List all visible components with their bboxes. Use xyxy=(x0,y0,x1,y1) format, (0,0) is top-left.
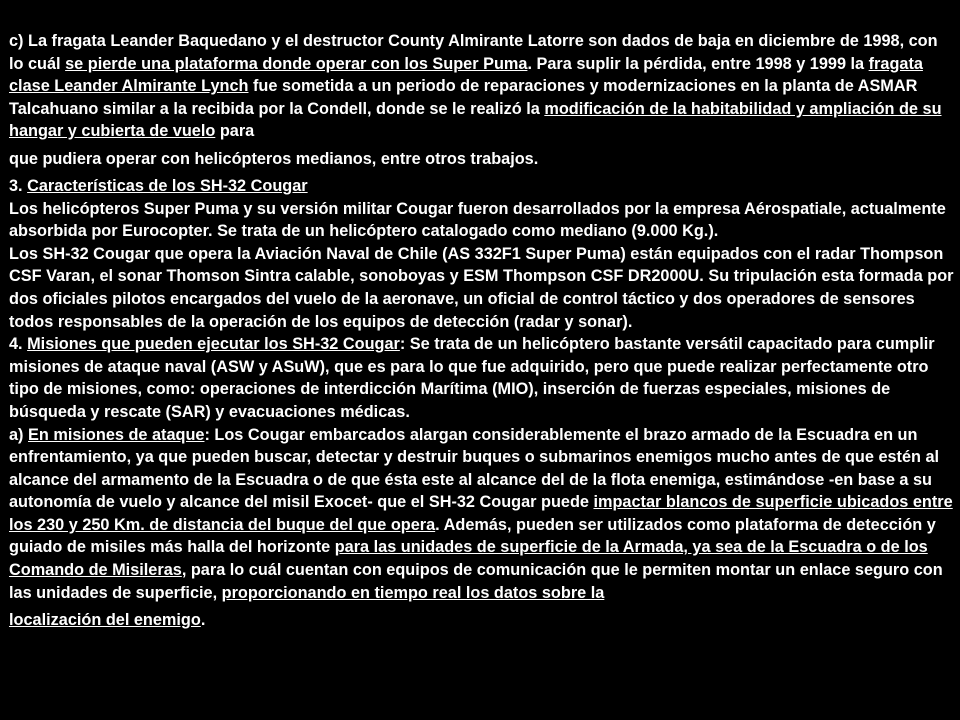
underlined-text: fragata clase Leander Almirante Lynch xyxy=(9,54,923,96)
text: . Además, pueden ser utilizados como plataforma de detección y guiado de misiles más halla del horizonte xyxy=(9,515,936,557)
section-number: 3. xyxy=(9,176,28,195)
section-3-paragraph-1: Los helicópteros Super Puma y su versión militar Cougar fueron desarrollados por la empresa Aérospatiale, actualmente absorbida por Eurocopter. Se trata de un helicóptero catalogado como mediano (9.000 Kg.). xyxy=(9,199,946,241)
text: . xyxy=(200,611,206,630)
text: , para lo cuál cuentan con equipos de comunicación que le permiten montar un enlace seguro con las unidades de superficie, xyxy=(9,561,943,602)
document-body xyxy=(9,30,954,636)
paragraph-c-end xyxy=(9,143,954,175)
section-heading: En misiones de ataque xyxy=(28,425,205,444)
underlined-text: proporcionando en tiempo real los datos sobre la xyxy=(221,583,605,602)
text: . Para suplir la pérdida, entre 1998 y 1999 la xyxy=(527,54,869,73)
underlined-text: localización del enemigo xyxy=(9,611,201,630)
section-heading: Misiones que pueden ejecutar los SH-32 Cougar xyxy=(27,335,400,354)
section-heading: Características de los SH-32 Cougar xyxy=(27,176,308,195)
section-a-paragraph xyxy=(9,424,954,605)
section-3-paragraph-2: Los SH-32 Cougar que opera la Aviación Naval de Chile (AS 332F1 Super Puma) están equipados con el radar Thompson CSF Varan, el sonar Thomson Sintra calable, sonoboyas y ESM Thompson CSF DR2000U. Su tripulación esta formada por dos oficiales pilotos encargados del vuelo de la aeronave, un oficial de control táctico y dos operadores de sensores todos responsables de la operación de los equipos de detección (radar y sonar). xyxy=(9,244,954,331)
underlined-text: se pierde una plataforma donde operar con los Super Puma xyxy=(65,54,528,73)
section-number: 4. xyxy=(9,335,28,354)
section-a-end xyxy=(9,604,954,636)
paragraph-c xyxy=(9,30,954,143)
text: fue sometida a un periodo de reparaciones y modernizaciones en la planta de ASMAR Talcahuano similar a la recibida por la Condell, donde se le realizó la xyxy=(9,77,918,118)
section-number: a) xyxy=(9,425,29,444)
text: para xyxy=(215,122,255,141)
underlined-text: modificación de la habitabilidad y ampliación de su hangar y cubierta de vuelo xyxy=(9,99,942,141)
text: : Se trata de un helicóptero bastante versátil capacitado para cumplir misiones de ataque naval (ASW y ASuW), que es para lo que fue adquirido, pero que puede realizar perfectamente otro tipo de misiones, como: operaciones de interdicción Marítima (MIO), inserción de fuerzas especiales, misiones de búsqueda y rescate (SAR) y evacuaciones médicas. xyxy=(9,335,935,421)
section-4-paragraph xyxy=(9,333,954,423)
section-3-title xyxy=(9,175,954,198)
underlined-text: impactar blancos de superficie ubicados entre los 230 y 250 Km. de distancia del buque del que opera xyxy=(9,493,953,534)
underlined-text: para las unidades de superficie de la Armada, ya sea de la Escuadra o de los Comando de Misileras xyxy=(9,538,928,580)
text: : Los Cougar embarcados alargan considerablemente el brazo armado de la Escuadra en un enfrentamiento, ya que pueden buscar, detectar y destruir buques o submarinos enemigos mucho antes de que estén al alcance del armamento de la Escuadra o de que ésta este al alcance del de la flota enemiga, estimándose -en base a su autonomía de vuelo y alcance del misil Exocet- que el SH-32 Cougar puede xyxy=(9,425,940,512)
text: c) La fragata Leander Baquedano y el destructor County Almirante Latorre son dados de baja en diciembre de 1998, con lo cuál xyxy=(9,32,938,73)
text: que pudiera operar con helicópteros medianos, entre otros trabajos. xyxy=(9,149,539,168)
